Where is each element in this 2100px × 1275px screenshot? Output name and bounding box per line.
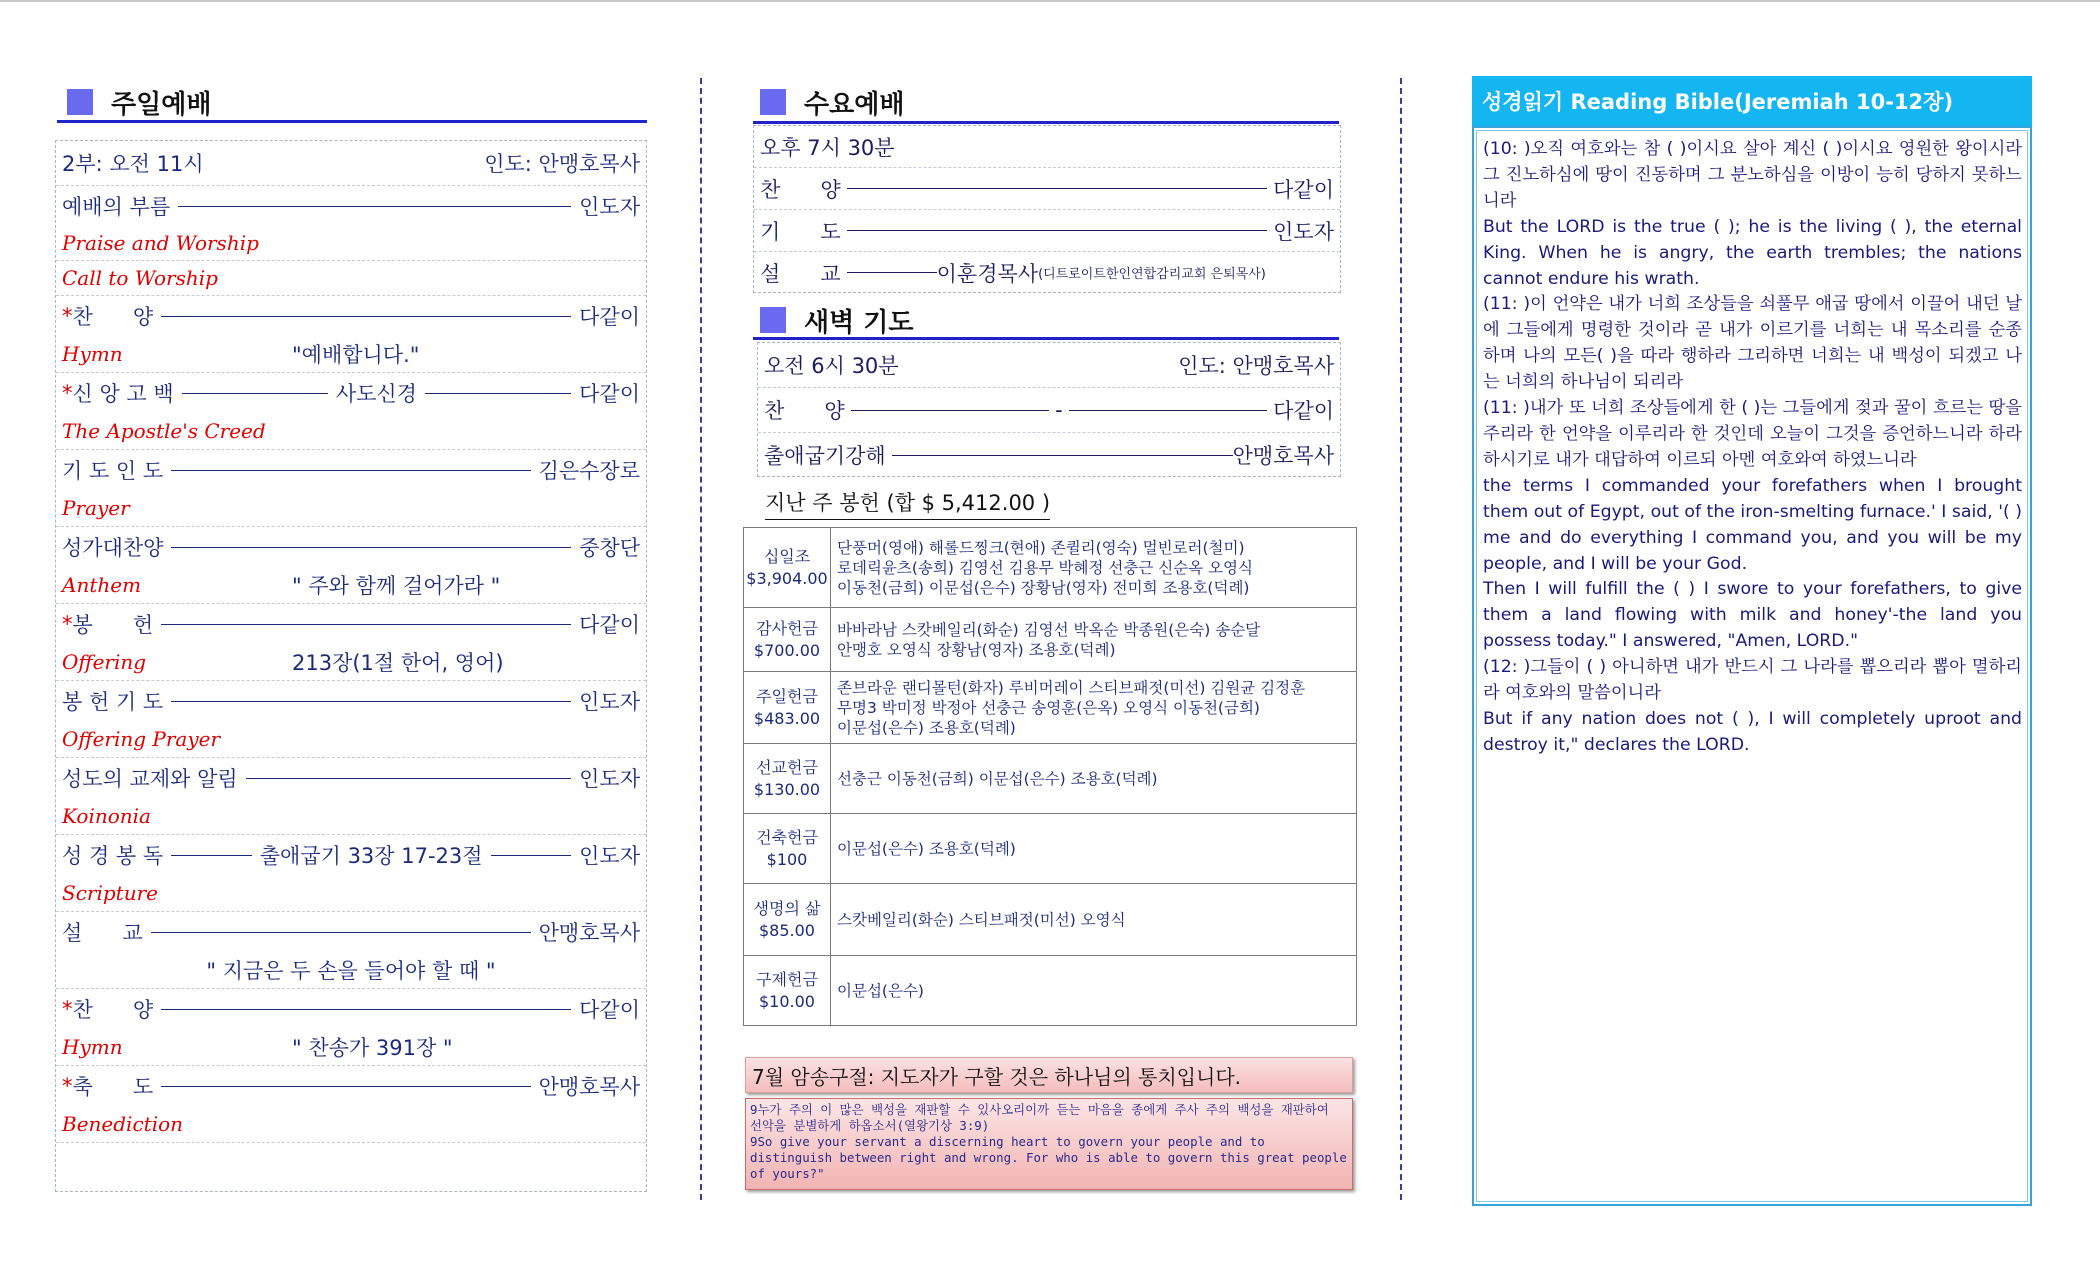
dawn-time-row (758, 343, 1340, 388)
worship-item-subtitle: "예배합니다." (292, 343, 420, 367)
worship-item-row (56, 604, 646, 644)
worship-item-label: 신 앙 고 백 (72, 382, 174, 406)
sermon-value: 이훈경목사 (936, 261, 1039, 286)
offering-category-cell (744, 884, 831, 956)
wednesday-underline (753, 121, 1339, 124)
worship-item-english: Benediction (62, 1112, 184, 1136)
offering-row (744, 814, 1357, 884)
offering-row (744, 884, 1357, 956)
worship-item-label: 봉 헌 (72, 613, 154, 637)
leader-line (161, 316, 571, 317)
bible-paragraph: But the LORD is the true ( ); he is the living ( ), the eternal King. When he is angry, the earth trembles; the nations cannot endure his wrath. (1483, 216, 2022, 289)
sunday-time-row (56, 141, 646, 186)
worship-item-row (56, 186, 646, 226)
worship-item-english: Koinonia (62, 804, 151, 828)
bible-paragraph: (11: )내가 또 너희 조상들에게 한 ( )는 그들에게 젖과 꿀이 흐르는 땅을 주리라 한 언약을 이루리라 한 것인데 오늘이 그것을 증언하느니라 하라 하시기로 내가 대답하여 이르되 아멘 여호와여 하였느니라 (1483, 398, 2022, 470)
leader-line (892, 455, 1233, 456)
praise-mid: - (1055, 398, 1063, 422)
worship-item-row (56, 758, 646, 798)
wednesday-title: 수요예배 (804, 89, 905, 120)
study-label: 출애굽기강해 (764, 444, 886, 468)
worship-item-row (56, 450, 646, 490)
worship-item-leader: 안맹호목사 (538, 921, 640, 945)
offering-category-cell (744, 608, 831, 672)
asterisk-mark: * (62, 381, 73, 405)
sermon-label: 설 교 (760, 261, 841, 286)
memory-verse-english: 9So give your servant a discerning heart to govern your people and to distinguish between right and wrong. For who is able to govern this great people of yours?" (750, 1134, 1347, 1181)
leader-line (151, 932, 531, 933)
offering-category-cell (744, 814, 831, 884)
leader-line (178, 206, 571, 207)
worship-item-row (56, 261, 646, 296)
bible-paragraph: But if any nation does not ( ), I will completely uproot and destroy it," declares the LORD. (1483, 708, 2022, 755)
sunday-title: 주일예배 (111, 89, 212, 120)
sunday-items (56, 186, 646, 1143)
offering-category: 건축헌금 (756, 827, 818, 847)
leader-line (847, 188, 1268, 189)
worship-item-leader: 인도자 (579, 844, 640, 868)
bible-paragraph: (12: )그들이 ( ) 아니하면 내가 반드시 그 나라를 뽑으리라 뽑아 멸하리라 여호와의 말씀이니라 (1483, 657, 2022, 704)
offering-category-cell (744, 956, 831, 1026)
worship-item-row (56, 567, 646, 604)
worship-item-row (56, 721, 646, 758)
offering-title: 지난 주 봉헌 (합 $ 5,412.00 ) (765, 487, 1050, 520)
worship-item-leader: 중창단 (579, 536, 640, 560)
leader-line (246, 778, 572, 779)
asterisk-mark: * (62, 612, 73, 636)
worship-item-row (56, 1106, 646, 1143)
offering-row (744, 956, 1357, 1026)
worship-item-leader: 다같이 (579, 998, 640, 1022)
sunday-time: 2부: 오전 11시 (62, 152, 204, 176)
worship-item-subtitle: " 주와 함께 걸어가라 " (292, 574, 501, 598)
asterisk-mark: * (62, 997, 73, 1021)
worship-item-row (56, 875, 646, 912)
offering-amount: $700.00 (753, 640, 821, 660)
worship-item-label: 찬 양 (72, 998, 154, 1022)
praise-value: 다같이 (1273, 399, 1334, 423)
offering-amount: $3,904.00 (746, 568, 828, 588)
offering-donors: 스캇베일리(화순) 스티브패젓(미선) 오영식 (831, 884, 1357, 956)
worship-item-row (56, 1029, 646, 1066)
leader-line (171, 701, 571, 702)
bible-paragraph: (10: )오직 여호와는 참 ( )이시요 살아 계신 ( )이시요 영원한 왕이시라 그 진노하심에 땅이 진동하며 그 분노하심을 이방이 능히 당하지 못하느니라 (1483, 139, 2022, 211)
worship-item-english: Hymn (62, 342, 123, 366)
offering-category-cell (744, 672, 831, 744)
leader-line (847, 230, 1268, 231)
leader-line (425, 393, 571, 394)
worship-item-label: 봉 헌 기 도 (62, 690, 164, 714)
dawn-time: 오전 6시 30분 (764, 354, 899, 378)
offering-donors: 단풍머(영애) 해롤드찡크(현애) 존퀼리(영숙) 멀빈로러(철미) 로데릭윤츠(송희) 김영선 김용무 박혜정 선충근 신순옥 오영식 이동천(금희) 이문섭(은수) 장황남(영자) 전미희 조용호(덕례) (831, 528, 1357, 608)
offering-category: 십일조 (763, 546, 811, 566)
offering-amount: $130.00 (753, 779, 821, 799)
leader-line (847, 272, 937, 273)
leader-line (1069, 410, 1267, 411)
dawn-study-row (758, 433, 1340, 477)
top-border (0, 0, 2100, 2)
wednesday-box (753, 125, 1341, 293)
worship-item-english: Praise and Worship (62, 231, 259, 255)
worship-item-detail: 출애굽기 33장 17-23절 (259, 844, 483, 868)
offering-category: 선교헌금 (756, 757, 818, 777)
offering-row (744, 744, 1357, 814)
worship-item-row (56, 989, 646, 1029)
offering-category: 구제헌금 (756, 969, 818, 989)
worship-item-label: 설 교 (62, 921, 143, 945)
column-divider-2 (1400, 78, 1402, 1200)
worship-item-label: 성도의 교제와 알림 (62, 767, 238, 791)
bible-reading-header: 성경읽기 Reading Bible(Jeremiah 10-12장) (1472, 76, 2032, 126)
worship-item-row (56, 490, 646, 527)
asterisk-mark: * (62, 1074, 73, 1098)
offering-donors: 선충근 이동천(금희) 이문섭(은수) 조용호(덕례) (831, 744, 1357, 814)
offering-amount: $483.00 (753, 708, 821, 728)
bible-paragraph: Then I will fulfill the ( ) I swore to your forefathers, to give them a land flowing with milk and honey'-the land you possess today." I answered, "Amen, LORD." (1483, 579, 2022, 652)
memory-verse-body (745, 1098, 1353, 1190)
study-value: 안맹호목사 (1232, 444, 1334, 468)
worship-item-row (56, 226, 646, 261)
bible-reading-text (1476, 130, 2028, 1202)
worship-item-row (56, 296, 646, 336)
asterisk-mark: * (62, 304, 73, 328)
worship-item-leader: 인도자 (579, 767, 640, 791)
worship-item-leader: 인도자 (579, 690, 640, 714)
worship-item-leader: 인도자 (579, 195, 640, 219)
prayer-label: 기 도 (760, 219, 841, 244)
worship-item-row (56, 952, 646, 989)
offering-donors: 이문섭(은수) 조용호(덕례) (831, 814, 1357, 884)
memory-verse-title: 7월 암송구절: 지도자가 구할 것은 하나님의 통치입니다. (745, 1057, 1353, 1093)
offering-amount: $100 (766, 849, 808, 869)
leader-line (161, 1009, 571, 1010)
worship-item-label: 성 경 봉 독 (62, 844, 164, 868)
worship-item-label: 찬 양 (72, 305, 154, 329)
bullet-square-icon (760, 307, 786, 333)
column-divider-1 (700, 78, 702, 1200)
worship-item-english: Scripture (62, 881, 158, 905)
worship-item-row (56, 912, 646, 952)
leader-line (182, 393, 328, 394)
offering-category: 감사헌금 (756, 618, 818, 638)
worship-item-leader: 김은수장로 (538, 459, 640, 483)
worship-item-leader: 안맹호목사 (538, 1075, 640, 1099)
offering-category-cell (744, 744, 831, 814)
worship-item-row (56, 527, 646, 567)
leader-line (491, 855, 572, 856)
offering-category-cell (744, 528, 831, 608)
worship-item-row (56, 681, 646, 721)
leader-line (851, 410, 1049, 411)
worship-item-row (56, 336, 646, 373)
offering-row (744, 608, 1357, 672)
offering-row (744, 528, 1357, 608)
sunday-header (67, 82, 211, 122)
sunday-underline (57, 120, 647, 123)
memory-verse-korean: 9누가 주의 이 많은 백성을 재판할 수 있사오리이까 듣는 마음을 종에게 주사 주의 백성을 재판하여 선악을 분별하게 하옵소서(열왕기상 3:9) (750, 1102, 1329, 1133)
dawn-box (757, 342, 1341, 477)
dawn-underline (753, 337, 1339, 340)
offering-donors: 존브라운 랜디몰턴(화자) 루비머레이 스티브패젓(미선) 김원균 김정훈 무명3 박미정 박정아 선충근 송영훈(은옥) 오영식 이동천(금희) 이문섭(은수) 조용호(덕례) (831, 672, 1357, 744)
wednesday-prayer-row (754, 210, 1340, 252)
worship-item-row (56, 1066, 646, 1106)
prayer-value: 인도자 (1273, 219, 1334, 244)
bible-paragraph: the terms I commanded your forefathers when I brought them out of Egypt, out of the iron-smelting furnace.' I said, '( ) me and do everything I command you, and you will be my people, and I will be your God. (1483, 475, 2022, 574)
worship-item-leader: 다같이 (579, 613, 640, 637)
worship-item-label: 예배의 부름 (62, 195, 171, 219)
sunday-leader: 인도: 안맹호목사 (484, 152, 640, 176)
offering-category: 주일헌금 (756, 686, 818, 706)
praise-label: 찬 양 (760, 177, 841, 202)
worship-item-english: Prayer (62, 496, 130, 520)
bullet-square-icon (760, 89, 786, 115)
offering-amount: $10.00 (759, 991, 815, 1011)
leader-line (161, 624, 571, 625)
worship-item-row (56, 644, 646, 681)
praise-value: 다같이 (1273, 177, 1334, 202)
worship-item-subtitle: 213장(1절 한어, 영어) (292, 651, 504, 675)
worship-item-english: The Apostle's Creed (62, 419, 266, 443)
dawn-header (760, 300, 914, 340)
worship-item-english: Hymn (62, 1035, 123, 1059)
sermon-note: (디트로이트한인연합감리교회 은퇴목사) (1038, 267, 1266, 282)
worship-item-english: Call to Worship (62, 266, 218, 290)
bible-paragraph: (11: )이 언약은 내가 너희 조상들을 쇠풀무 애굽 땅에서 이끌어 내던 날에 그들에게 명령한 것이라 곧 내가 이르기를 너희는 내 목소리를 순종하며 나의 모든( )을 따라 행하라 그리하면 너희는 내 백성이 되겠고 나는 너희의 하나님이 되리라 (1483, 294, 2022, 393)
wednesday-praise-row (754, 168, 1340, 210)
worship-item-english: Anthem (62, 573, 142, 597)
offering-row (744, 672, 1357, 744)
offering-amount: $85.00 (759, 920, 815, 940)
bullet-square-icon (67, 89, 93, 115)
dawn-title: 새벽 기도 (804, 307, 914, 338)
worship-item-row (56, 373, 646, 413)
leader-line (171, 855, 252, 856)
worship-item-detail: 사도신경 (335, 382, 417, 406)
offering-donors: 바바라남 스캇베일리(화순) 김영선 박옥순 박종원(은숙) 송순달 안맹호 오영식 장황남(영자) 조용호(덕례) (831, 608, 1357, 672)
wednesday-time: 오후 7시 30분 (760, 135, 895, 160)
worship-item-english: Offering (62, 650, 147, 674)
worship-item-english: Offering Prayer (62, 727, 221, 751)
sunday-order-of-worship (55, 140, 647, 1192)
wednesday-time-row (754, 126, 1340, 168)
worship-item-label: 성가대찬양 (62, 536, 164, 560)
dawn-leader: 인도: 안맹호목사 (1178, 354, 1334, 378)
offering-table (743, 527, 1357, 1026)
offering-category: 생명의 삶 (753, 898, 821, 918)
offering-donors: 이문섭(은수) (831, 956, 1357, 1026)
worship-item-subtitle: " 지금은 두 손을 들어야 할 때 " (206, 959, 496, 983)
wednesday-sermon-row (754, 252, 1340, 293)
worship-item-subtitle: " 찬송가 391장 " (292, 1036, 453, 1060)
leader-line (171, 470, 530, 471)
leader-line (171, 547, 571, 548)
worship-item-row (56, 835, 646, 875)
worship-item-leader: 다같이 (579, 305, 640, 329)
worship-item-label: 축 도 (72, 1075, 154, 1099)
worship-item-leader: 다같이 (579, 382, 640, 406)
wednesday-header (760, 82, 904, 122)
leader-line (161, 1086, 530, 1087)
dawn-praise-row (758, 388, 1340, 433)
worship-item-row (56, 798, 646, 835)
worship-item-row (56, 413, 646, 450)
worship-item-label: 기 도 인 도 (62, 459, 164, 483)
praise-label: 찬 양 (764, 399, 845, 423)
